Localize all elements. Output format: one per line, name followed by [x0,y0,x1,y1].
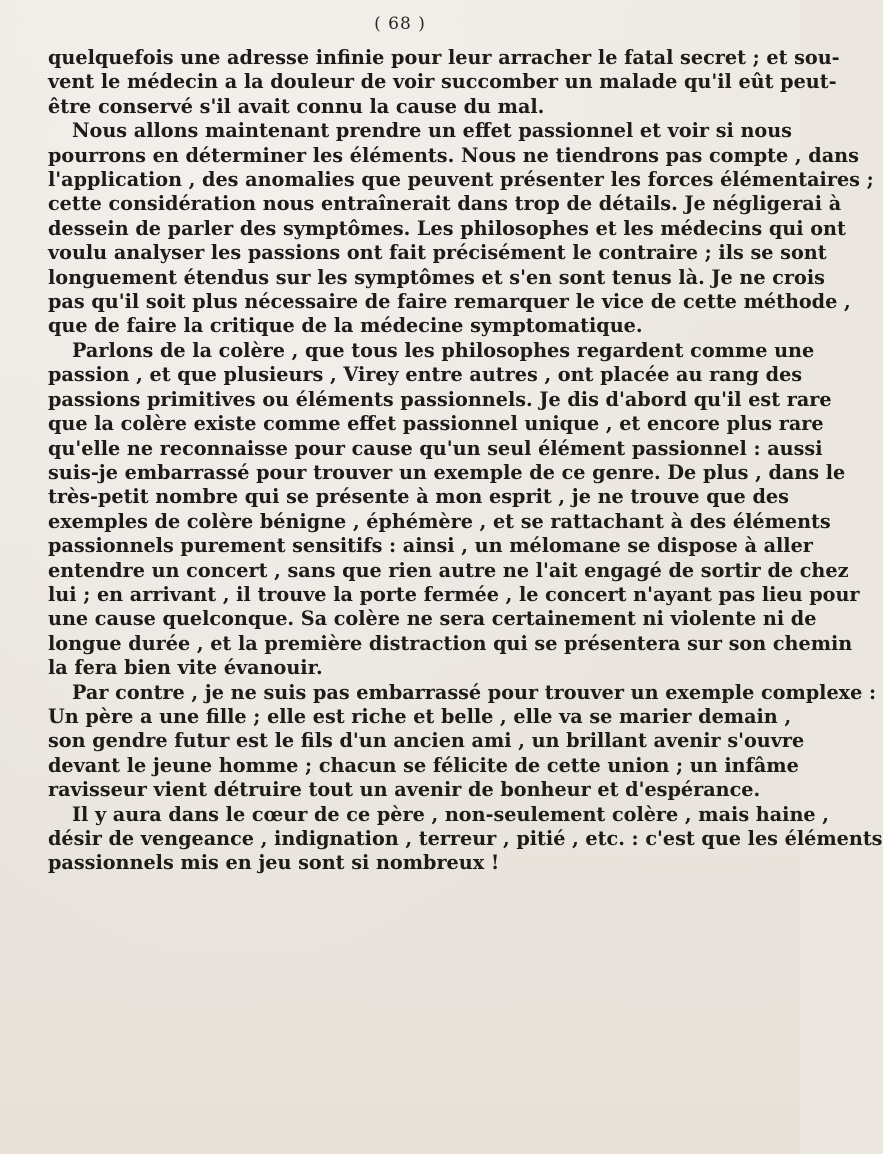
text-line: être conservé s'il avait connu la cause du mal. [48,94,545,118]
text-line: passions primitives ou éléments passionnels. Je dis d'abord qu'il est rare [48,387,832,411]
text-line: la fera bien vite évanouir. [48,656,323,680]
text-line: vent le médecin a la douleur de voir succomber un malade qu'il eût peut- [48,70,837,94]
text-line: Parlons de la colère , que tous les philosophes regardent comme une [72,338,815,362]
body-text [48,46,883,876]
paragraph [48,119,874,339]
paragraph [48,338,860,681]
text-line: pas qu'il soit plus nécessaire de faire remarquer le vice de cette méthode , [48,290,851,314]
text-line: lui ; en arrivant , il trouve la porte fermée , le concert n'ayant pas lieu pour [48,582,860,606]
text-line: Par contre , je ne suis pas embarrassé pour trouver un exemple complexe : [72,680,877,704]
page-number: ( 68 ) [374,14,426,34]
text-line: passionnels mis en jeu sont si nombreux ! [48,851,500,875]
text-line: son gendre futur est le fils d'un ancien ami , un brillant avenir s'ouvre [48,729,805,753]
text-line: cette considération nous entraînerait dans trop de détails. Je négligerai à [48,192,842,216]
paragraph [48,46,840,119]
text-line: devant le jeune homme ; chacun se félicite de cette union ; un infâme [48,753,799,777]
text-line: pourrons en déterminer les éléments. Nous ne tiendrons pas compte , dans [48,143,859,167]
text-line: passionnels purement sensitifs : ainsi , un mélomane se dispose à aller [48,534,813,558]
text-line: l'application , des anomalies que peuvent présenter les forces élémentaires ; [48,168,874,192]
text-line: que de faire la critique de la médecine symptomatique. [48,314,643,338]
text-line: dessein de parler des symptômes. Les philosophes et les médecins qui ont [48,216,846,240]
text-line: qu'elle ne reconnaisse pour cause qu'un seul élément passionnel : aussi [48,436,823,460]
text-line: longue durée , et la première distraction qui se présentera sur son chemin [48,631,853,655]
text-line: exemples de colère bénigne , éphémère , et se rattachant à des éléments [48,509,831,533]
text-line: Nous allons maintenant prendre un effet passionnel et voir si nous [72,119,792,143]
text-line: quelquefois une adresse infinie pour leur arracher le fatal secret ; et sou- [48,46,840,69]
text-line: suis-je embarrassé pour trouver un exemple de ce genre. De plus , dans le [48,460,846,484]
paragraph [48,802,883,876]
paragraph [48,680,877,803]
text-line: passion , et que plusieurs , Virey entre autres , ont placée au rang des [48,363,803,387]
text-line: ravisseur vient détruire tout un avenir de bonheur et d'espérance. [48,778,761,802]
text-line: longuement étendus sur les symptômes et s'en sont tenus là. Je ne crois [48,265,825,289]
text-line: voulu analyser les passions ont fait précisément le contraire ; ils se sont [48,241,827,265]
text-line: entendre un concert , sans que rien autre ne l'ait engagé de sortir de chez [48,558,849,582]
text-line: une cause quelconque. Sa colère ne sera certainement ni violente ni de [48,607,817,631]
text-line: très-petit nombre qui se présente à mon esprit , je ne trouve que des [48,485,789,509]
text-line: que la colère existe comme effet passionnel unique , et encore plus rare [48,412,824,436]
text-line: Un père a une fille ; elle est riche et belle , elle va se marier demain , [48,704,792,728]
text-line: Il y aura dans le cœur de ce père , non-seulement colère , mais haine , [72,802,829,826]
text-line: désir de vengeance , indignation , terreur , pitié , etc. : c'est que les éléments [48,827,883,850]
